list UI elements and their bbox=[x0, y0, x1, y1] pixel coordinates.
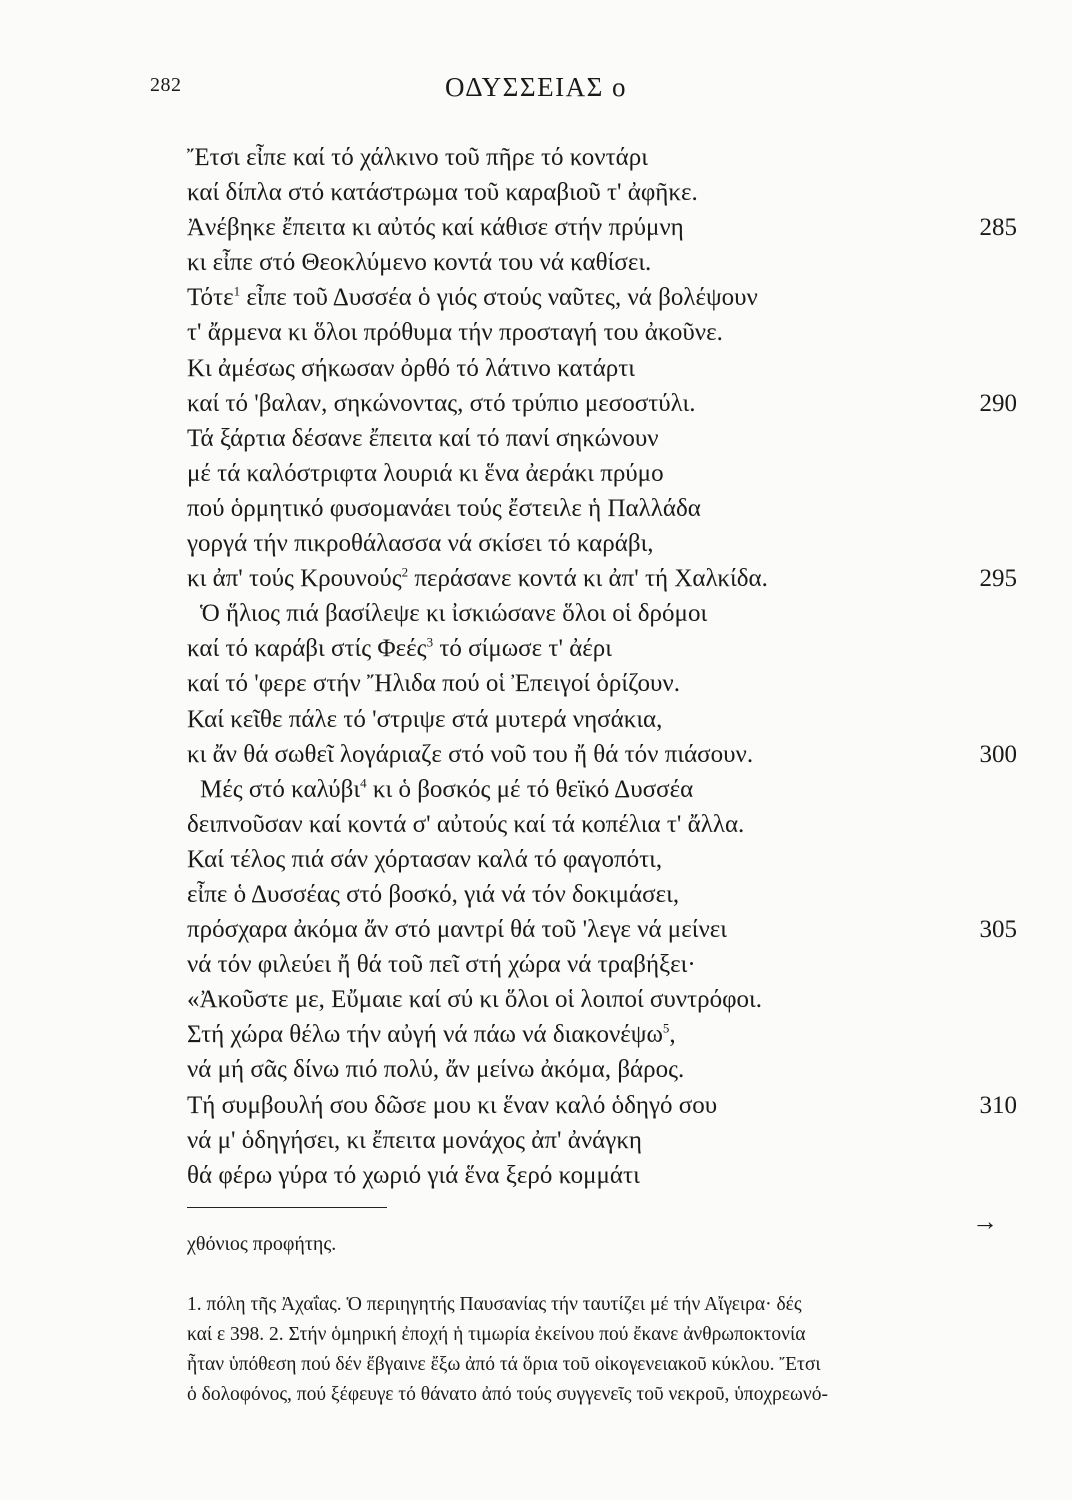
footnotes bbox=[187, 1290, 1023, 1410]
verse-text: πού ὁρμητικό φυσομανάει τούς ἔστειλε ἡ Παλλάδα bbox=[187, 494, 701, 522]
poem-body bbox=[0, 140, 1072, 1193]
verse-line bbox=[0, 526, 1072, 561]
verse-line bbox=[0, 140, 1072, 175]
line-number: 305 bbox=[979, 916, 1017, 944]
footnote-marker: 1 bbox=[233, 284, 241, 300]
verse-text: νά τόν φιλεύει ἤ θά τοῦ πεῖ στή χώρα νά τραβήξει· bbox=[187, 951, 696, 979]
footnote-marker: 3 bbox=[426, 634, 434, 650]
line-number: 285 bbox=[979, 214, 1017, 242]
running-title: ΟΔΥΣΣΕΙΑΣ ο bbox=[444, 72, 628, 102]
verse-text: «Ἀκοῦστε με, Εὔμαιε καί σύ κι ὅλοι οἱ λοιποί συντρόφοι. bbox=[187, 986, 763, 1014]
verse-line bbox=[0, 315, 1072, 350]
footnote-marker: 4 bbox=[360, 775, 367, 791]
verse-text: Τά ξάρτια δέσανε ἔπειτα καί τό πανί σηκώνουν bbox=[187, 424, 659, 452]
verse-line bbox=[0, 1088, 1072, 1123]
verse-line bbox=[0, 491, 1072, 526]
verse-line bbox=[0, 631, 1072, 666]
verse-line bbox=[0, 912, 1072, 947]
verse-text: Καί τέλος πιά σάν χόρτασαν καλά τό φαγοπότι, bbox=[187, 845, 663, 873]
verse-text: νά μ' ὁδηγήσει, κι ἔπειτα μονάχος ἀπ' ἀνάγκη bbox=[187, 1126, 642, 1154]
footnote-divider bbox=[187, 1207, 387, 1208]
footnote-line: καί ε 398. 2. Στήν ὁμηρική ἐποχή ἡ τιμωρία ἐκείνου πού ἔκανε ἀνθρωποκτονία bbox=[187, 1324, 806, 1345]
page-number: 282 bbox=[150, 74, 182, 96]
verse-text: Τότε$^1$ εἶπε τοῦ Δυσσέα ὁ γιός στούς ναῦτες, νά βολέψουν bbox=[187, 284, 758, 312]
verse-text: Ἀνέβηκε ἔπειτα κι αὐτός καί κάθισε στήν πρύμνη bbox=[187, 214, 684, 242]
continuation-arrow-icon: → bbox=[972, 1207, 998, 1236]
verse-line bbox=[0, 702, 1072, 737]
verse-line bbox=[0, 842, 1072, 877]
footnote-line: ἦταν ὑπόθεση πού δέν ἔβγαινε ἔξω ἀπό τά ὅρια τοῦ οἰκογενειακοῦ κύκλου. Ἔτσι bbox=[187, 1354, 821, 1375]
verse-line bbox=[0, 947, 1072, 982]
verse-line bbox=[0, 351, 1072, 386]
line-number: 290 bbox=[979, 389, 1017, 417]
verse-line bbox=[0, 666, 1072, 701]
verse-text: γοργά τήν πικροθάλασσα νά σκίσει τό καράβι, bbox=[187, 530, 654, 558]
verse-line bbox=[0, 1123, 1072, 1158]
verse-text: Τή συμβουλή σου δῶσε μου κι ἕναν καλό ὁδηγό σου bbox=[187, 1091, 718, 1119]
verse-line bbox=[0, 737, 1072, 772]
verse-text: κι ἀπ' τούς Κρουνούς$^2$ περάσανε κοντά κι ἀπ' τή Χαλκίδα. bbox=[187, 564, 768, 593]
line-number: 310 bbox=[979, 1091, 1017, 1119]
verse-text: Στή χώρα θέλω τήν αὐγή νά πάω νά διακονέψω$^5$, bbox=[187, 1021, 676, 1049]
continued-footnote: χθόνιος προφήτης. bbox=[187, 1233, 337, 1255]
verse-text: Καί κεῖθε πάλε τό 'στριψε στά μυτερά νησάκια, bbox=[187, 705, 663, 733]
line-number: 300 bbox=[979, 740, 1017, 768]
verse-text: καί τό 'βαλαν, σηκώνοντας, στό τρύπιο μεσοστύλι. bbox=[187, 389, 696, 417]
verse-line bbox=[0, 877, 1072, 912]
verse-line bbox=[0, 982, 1072, 1017]
verse-line bbox=[0, 1158, 1072, 1193]
verse-line bbox=[0, 456, 1072, 491]
verse-line bbox=[0, 772, 1072, 807]
verse-line bbox=[0, 561, 1072, 596]
verse-text: Μές στό καλύβι$^4$ κι ὁ βοσκός μέ τό θεϊκό Δυσσέα bbox=[200, 775, 694, 803]
verse-text: Ἔτσι εἶπε καί τό χάλκινο τοῦ πῆρε τό κοντάρι bbox=[187, 144, 648, 171]
verse-text: δειπνοῦσαν καί κοντά σ' αὐτούς καί τά κοπέλια τ' ἄλλα. bbox=[187, 810, 745, 838]
footnote-line: ὁ δολοφόνος, πού ξέφευγε τό θάνατο ἀπό τούς συγγενεῖς τοῦ νεκροῦ, ὑποχρεωνό- bbox=[187, 1384, 828, 1405]
verse-line bbox=[0, 245, 1072, 280]
verse-text: κι ἄν θά σωθεῖ λογάριαζε στό νοῦ του ἤ θά τόν πιάσουν. bbox=[187, 740, 754, 768]
verse-line bbox=[0, 1017, 1072, 1052]
verse-text: μέ τά καλόστριφτα λουριά κι ἕνα ἀεράκι πρύμο bbox=[187, 459, 664, 487]
line-number: 295 bbox=[979, 565, 1017, 593]
footnote-marker: 5 bbox=[662, 1021, 670, 1037]
verse-text: τ' ἄρμενα κι ὅλοι πρόθυμα τήν προσταγή του ἀκοῦνε. bbox=[187, 319, 723, 347]
verse-text: Ὁ ἥλιος πιά βασίλεψε κι ἰσκιώσανε ὅλοι οἱ δρόμοι bbox=[200, 600, 708, 628]
footnote-marker: 2 bbox=[401, 564, 409, 580]
verse-text: εἶπε ὁ Δυσσέας στό βοσκό, γιά νά τόν δοκιμάσει, bbox=[187, 880, 680, 908]
verse-text: καί τό 'φερε στήν Ἤλιδα πού οἱ Ἐπειγοί ὁρίζουν. bbox=[187, 670, 680, 698]
page-header bbox=[0, 70, 1072, 110]
verse-line bbox=[0, 280, 1072, 315]
verse-line bbox=[0, 421, 1072, 456]
verse-text: θά φέρω γύρα τό χωριό γιά ἕνα ξερό κομμάτι bbox=[187, 1161, 640, 1189]
verse-line bbox=[0, 1052, 1072, 1087]
verse-text: Κι ἀμέσως σήκωσαν ὀρθό τό λάτινο κατάρτι bbox=[187, 354, 636, 382]
verse-text: καί δίπλα στό κατάστρωμα τοῦ καραβιοῦ τ' ἀφῆκε. bbox=[187, 179, 698, 207]
verse-line bbox=[0, 210, 1072, 245]
verse-text: κι εἶπε στό Θεοκλύμενο κοντά του νά καθίσει. bbox=[187, 249, 652, 277]
verse-line bbox=[0, 175, 1072, 210]
verse-text: καί τό καράβι στίς Φεές$^3$ τό σίμωσε τ' ἀέρι bbox=[187, 634, 613, 663]
verse-text: πρόσχαρα ἀκόμα ἄν στό μαντρί θά τοῦ 'λεγε νά μείνει bbox=[187, 916, 727, 944]
verse-line bbox=[0, 807, 1072, 842]
verse-line bbox=[0, 596, 1072, 631]
footnote-line: 1. πόλη τῆς Ἀχαΐας. Ὁ περιηγητής Παυσανίας τήν ταυτίζει μέ τήν Αἴγειρα· δές bbox=[187, 1294, 802, 1315]
verse-line bbox=[0, 386, 1072, 421]
verse-text: νά μή σᾶς δίνω πιό πολύ, ἄν μείνω ἀκόμα, βάρος. bbox=[187, 1056, 685, 1084]
